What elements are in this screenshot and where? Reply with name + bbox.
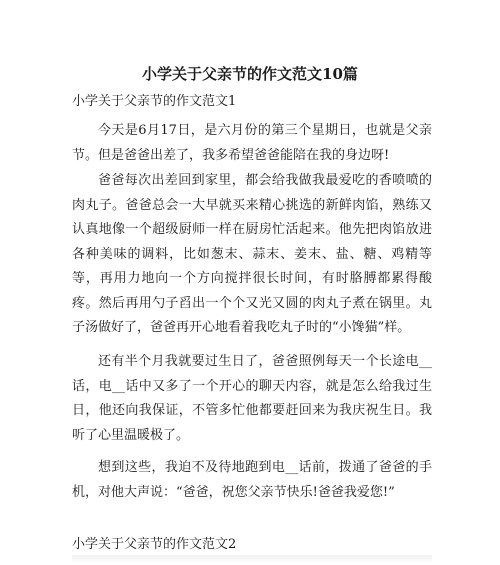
document-title: 小学关于父亲节的作文范文10篇 [142, 65, 358, 83]
paragraph: 想到这些，我迫不及待地跑到电__话前，拨通了爸爸的手机，对他大声说：“爸爸，祝您父亲节快乐!爸爸我爱您!” [72, 460, 432, 500]
paragraph-1-block [72, 119, 432, 168]
paragraph-4-block [72, 456, 432, 505]
paragraph: 还有半个月我就要过生日了，爸爸照例每天一个长途电__话，电__话中又多了一个开心的聊天内容，就是怎么给我过生日，他还向我保证，不管多忙他都要赶回来为我庆祝生日。我听了心里温暖极了。 [72, 354, 432, 443]
faded-text-edge [72, 555, 432, 563]
paragraph-3-block [72, 350, 432, 448]
section-heading-1: 小学关于父亲节的作文范文1 [72, 94, 237, 109]
section-heading-2: 小学关于父亲节的作文范文2 [72, 537, 237, 552]
paragraph: 今天是6月17日，是六月份的第三个星期日，也就是父亲节。但是爸爸出差了，我多希望爸爸能陪在我的身边呀! [72, 123, 432, 163]
paragraph: 爸爸每次出差回到家里，都会给我做我最爱吃的香喷喷的肉丸子。爸爸总会一大早就买来精心挑选的新鲜肉馅，熟练又认真地像一个超级厨师一样在厨房忙活起来。他先把肉馅放进各种美味的调料，比如葱末、蒜末、姜末、盐、糖、鸡精等等，再用力地向一个方向搅拌很长时间，有时胳膊都累得酸疼。然后再用勺子舀出一个个又光又圆的肉丸子煮在锅里。丸子汤做好了，爸爸再开心地看着我吃丸子时的“小馋猫”样。 [72, 173, 432, 335]
paragraph-2-block [72, 169, 432, 341]
